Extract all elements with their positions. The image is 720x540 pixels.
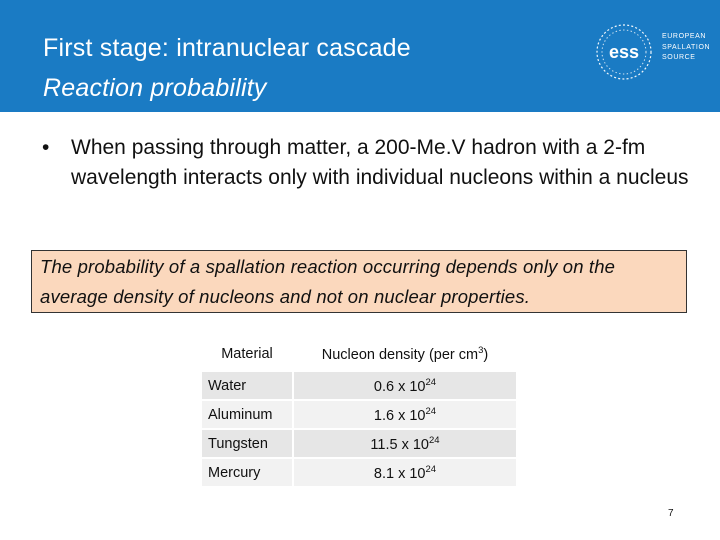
column-header-material: Material — [202, 338, 292, 370]
callout-box — [31, 250, 687, 313]
logo-mark-text: ess — [608, 42, 640, 62]
page-number: 7 — [668, 508, 674, 519]
slide-subtitle: Reaction probability — [43, 74, 267, 102]
table-row — [202, 430, 516, 457]
density-cell: 11.5 x $10^{24}$ — [294, 430, 516, 457]
material-cell: Aluminum — [202, 401, 292, 428]
table-row — [202, 372, 516, 399]
logo-line: SOURCE — [662, 54, 696, 61]
slide-title: First stage: intranuclear cascade — [43, 34, 411, 62]
material-cell: Water — [202, 372, 292, 399]
title-bar — [0, 0, 720, 112]
density-cell: 1.6 x $10^{24}$ — [294, 401, 516, 428]
bullet-point — [42, 133, 692, 193]
callout-text: The probability of a spallation reaction occurring depends only on the average density of nucleons and not on nuclear properties. — [40, 256, 616, 307]
density-cell: 8.1 x $10^{24}$ — [294, 459, 516, 486]
table-row — [202, 401, 516, 428]
bullet-marker: • — [42, 136, 50, 159]
material-cell: Mercury — [202, 459, 292, 486]
density-cell: 0.6 x $10^{24}$ — [294, 372, 516, 399]
column-header-density: Nucleon density (per $cm^3$) — [294, 338, 516, 370]
nucleon-density-table — [200, 336, 518, 488]
logo-line: SPALLATION — [662, 43, 711, 51]
table-row — [202, 459, 516, 486]
bullet-text: When passing through matter, a 200-Me.V hadron with a 2-fm wavelength interacts only with individual nucleons within a nucleus — [71, 136, 689, 189]
table-header-row — [202, 338, 516, 370]
logo-wordmark — [662, 32, 710, 64]
material-cell: Tungsten — [202, 430, 292, 457]
logo-line: EUROPEAN — [662, 33, 707, 40]
